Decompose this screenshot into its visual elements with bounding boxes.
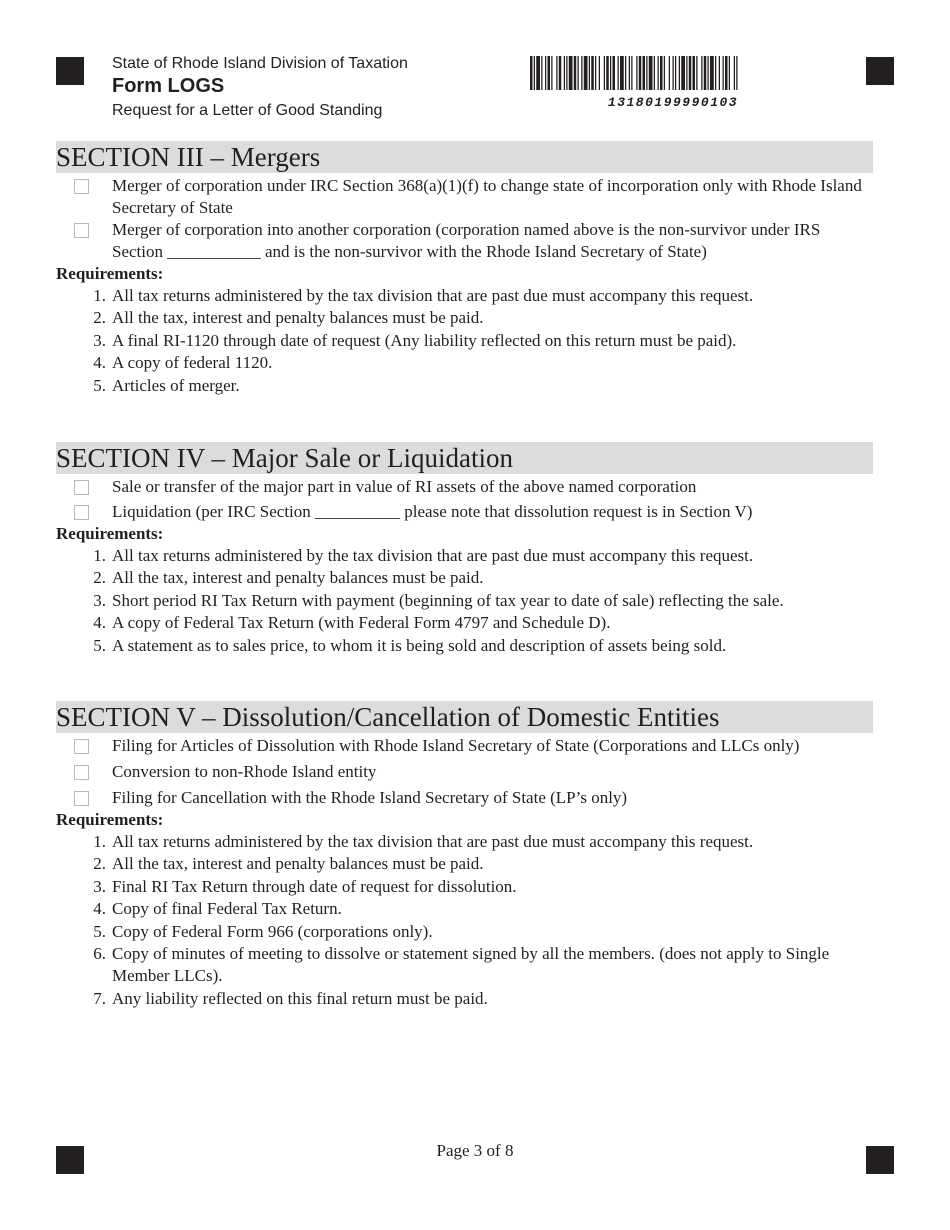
option-conversion bbox=[56, 761, 873, 783]
barcode-bar bbox=[725, 56, 728, 90]
barcode-bar bbox=[734, 56, 735, 90]
option-label: Merger of corporation under IRC Section 368(a)(1)(f) to change state of incorporation only with Rhode Island Secretary of State bbox=[112, 176, 862, 217]
barcode-bar bbox=[669, 56, 670, 90]
requirements-label: Requirements: bbox=[56, 264, 164, 283]
checkbox[interactable] bbox=[74, 739, 89, 754]
checkbox[interactable] bbox=[74, 765, 89, 780]
barcode-bar bbox=[604, 56, 605, 90]
option-liquidation bbox=[56, 501, 873, 523]
requirement-item: 1. All tax returns administered by the tax division that are past due must accompany this request. bbox=[93, 832, 754, 851]
checkbox[interactable] bbox=[74, 480, 89, 495]
barcode-bar bbox=[639, 56, 642, 90]
requirement-item: 2. All the tax, interest and penalty balances must be paid. bbox=[93, 568, 484, 588]
barcode-bar bbox=[620, 56, 624, 90]
requirement-item: 6. Copy of minutes of meeting to dissolve or statement signed by all the members. (does not apply to Single Member LLCs). bbox=[93, 944, 830, 986]
barcode-bar bbox=[693, 56, 696, 90]
requirements-list bbox=[56, 831, 873, 1010]
barcode-bar bbox=[631, 56, 632, 90]
option-label: Sale or transfer of the major part in value of RI assets of the above named corporation bbox=[112, 477, 697, 496]
barcode-bar bbox=[660, 56, 663, 90]
requirements-label: Requirements: bbox=[56, 524, 164, 543]
barcode-bar bbox=[551, 56, 552, 90]
barcode-bar bbox=[729, 56, 730, 90]
form-name: Form LOGS bbox=[112, 75, 225, 97]
form-header bbox=[112, 54, 408, 122]
agency-name: State of Rhode Island Division of Taxation bbox=[112, 55, 408, 72]
barcode-bar bbox=[658, 56, 659, 90]
option-merger-368 bbox=[56, 175, 873, 219]
requirement-item: 5. Copy of Federal Form 966 (corporations only). bbox=[93, 921, 433, 941]
barcode-bar bbox=[569, 56, 573, 90]
option-label: Conversion to non-Rhode Island entity bbox=[112, 762, 377, 781]
requirement-item: 1. All tax returns administered by the tax division that are past due must accompany this request. bbox=[93, 546, 754, 565]
registration-mark-top-left bbox=[56, 57, 84, 85]
barcode-bar bbox=[675, 56, 676, 90]
requirement-item: 4. A copy of Federal Tax Return (with Federal Form 4797 and Schedule D). bbox=[93, 613, 611, 633]
registration-mark-top-right bbox=[866, 57, 894, 85]
barcode-bar bbox=[629, 56, 630, 90]
requirement-item: 5. Articles of merger. bbox=[93, 375, 240, 395]
option-merger-non-survivor bbox=[56, 219, 873, 263]
barcode-bar bbox=[696, 56, 697, 90]
requirement-item: 2. All the tax, interest and penalty balances must be paid. bbox=[93, 854, 484, 874]
section-title: SECTION III – Mergers bbox=[56, 141, 873, 173]
option-articles-of-dissolution bbox=[56, 735, 873, 757]
checkbox[interactable] bbox=[74, 223, 89, 238]
barcode-bar bbox=[654, 56, 655, 90]
section-title: SECTION IV – Major Sale or Liquidation bbox=[56, 442, 873, 474]
barcode-bar bbox=[591, 56, 594, 90]
barcode-bar bbox=[625, 56, 626, 90]
section-mergers bbox=[56, 141, 873, 397]
barcode-bar bbox=[548, 56, 551, 90]
requirements-label: Requirements: bbox=[56, 810, 164, 829]
option-label: Filing for Articles of Dissolution with Rhode Island Secretary of State (Corporations and LLCs only) bbox=[112, 736, 800, 755]
barcode-bar bbox=[545, 56, 546, 90]
checkbox[interactable] bbox=[74, 179, 89, 194]
barcode-bar bbox=[618, 56, 619, 90]
barcode-bar bbox=[736, 56, 737, 90]
checkbox[interactable] bbox=[74, 505, 89, 520]
barcode-bar bbox=[681, 56, 685, 90]
barcode-bar bbox=[646, 56, 647, 90]
requirement-item: 1. All tax returns administered by the tax division that are past due must accompany this request. bbox=[93, 286, 754, 305]
barcode-bar bbox=[710, 56, 714, 90]
requirement-item: 3. Short period RI Tax Return with payment (beginning of tax year to date of sale) reflecting the sale. bbox=[93, 590, 784, 610]
barcode-bar bbox=[679, 56, 680, 90]
barcode-number: 13180199990103 bbox=[607, 95, 739, 110]
section-dissolution-cancellation bbox=[56, 701, 873, 1010]
barcode-bar bbox=[701, 56, 702, 90]
barcode-bar bbox=[581, 56, 582, 90]
barcode-bar bbox=[534, 56, 535, 90]
barcode-bar bbox=[541, 56, 542, 90]
barcode-icon bbox=[530, 56, 816, 90]
barcode-bar bbox=[708, 56, 709, 90]
barcode-bar bbox=[564, 56, 565, 90]
barcode-bar bbox=[704, 56, 707, 90]
option-label: Merger of corporation into another corporation (corporation named above is the non-survivor under IRS Section ___________ and is the non-survivor with the Rhode Island Secretary of State) bbox=[112, 220, 821, 261]
requirement-item: 3. Final RI Tax Return through date of request for dissolution. bbox=[93, 876, 517, 896]
checkbox[interactable] bbox=[74, 791, 89, 806]
barcode-bar bbox=[649, 56, 653, 90]
requirement-item: 5. A statement as to sales price, to whom it is being sold and description of assets being sold. bbox=[93, 635, 727, 655]
requirement-item: 4. Copy of final Federal Tax Return. bbox=[93, 899, 342, 919]
form-title: Request for a Letter of Good Standing bbox=[112, 102, 383, 119]
barcode-bar bbox=[589, 56, 590, 90]
barcode-bar bbox=[643, 56, 646, 90]
section-title: SECTION V – Dissolution/Cancellation of Domestic Entities bbox=[56, 701, 873, 733]
barcode-bar bbox=[610, 56, 611, 90]
barcode-bar bbox=[556, 56, 557, 90]
barcode-bar bbox=[566, 56, 567, 90]
barcode-bar bbox=[715, 56, 716, 90]
barcode-bar bbox=[584, 56, 588, 90]
requirements-list bbox=[56, 285, 873, 397]
barcode-bar bbox=[530, 56, 533, 90]
barcode-bar bbox=[536, 56, 540, 90]
section-major-sale-liquidation bbox=[56, 442, 873, 657]
barcode-bar bbox=[686, 56, 687, 90]
option-label: Filing for Cancellation with the Rhode Island Secretary of State (LP’s only) bbox=[112, 788, 628, 807]
barcode-bar bbox=[578, 56, 579, 90]
barcode-bar bbox=[664, 56, 665, 90]
barcode-bar bbox=[599, 56, 600, 90]
barcode-bar bbox=[595, 56, 596, 90]
barcode-bar bbox=[606, 56, 609, 90]
requirements-list bbox=[56, 545, 873, 657]
barcode-bar bbox=[689, 56, 692, 90]
requirement-item: 4. A copy of federal 1120. bbox=[93, 353, 273, 373]
barcode-bar bbox=[719, 56, 720, 90]
page-number: Page 3 of 8 bbox=[436, 1141, 514, 1160]
barcode-bar bbox=[613, 56, 616, 90]
barcode-bar bbox=[574, 56, 577, 90]
requirement-item: 2. All the tax, interest and penalty balances must be paid. bbox=[93, 308, 484, 328]
option-label: Liquidation (per IRC Section __________ please note that dissolution request is in Section V) bbox=[112, 502, 753, 521]
requirement-item: 3. A final RI-1120 through date of request (Any liability reflected on this return must be paid). bbox=[93, 330, 737, 350]
barcode-bar bbox=[723, 56, 724, 90]
option-sale-transfer bbox=[56, 476, 873, 498]
option-cancellation bbox=[56, 787, 873, 809]
barcode-bar bbox=[636, 56, 637, 90]
requirement-item: 7. Any liability reflected on this final return must be paid. bbox=[93, 988, 488, 1008]
barcode-bar bbox=[673, 56, 674, 90]
barcode-bar bbox=[559, 56, 562, 90]
